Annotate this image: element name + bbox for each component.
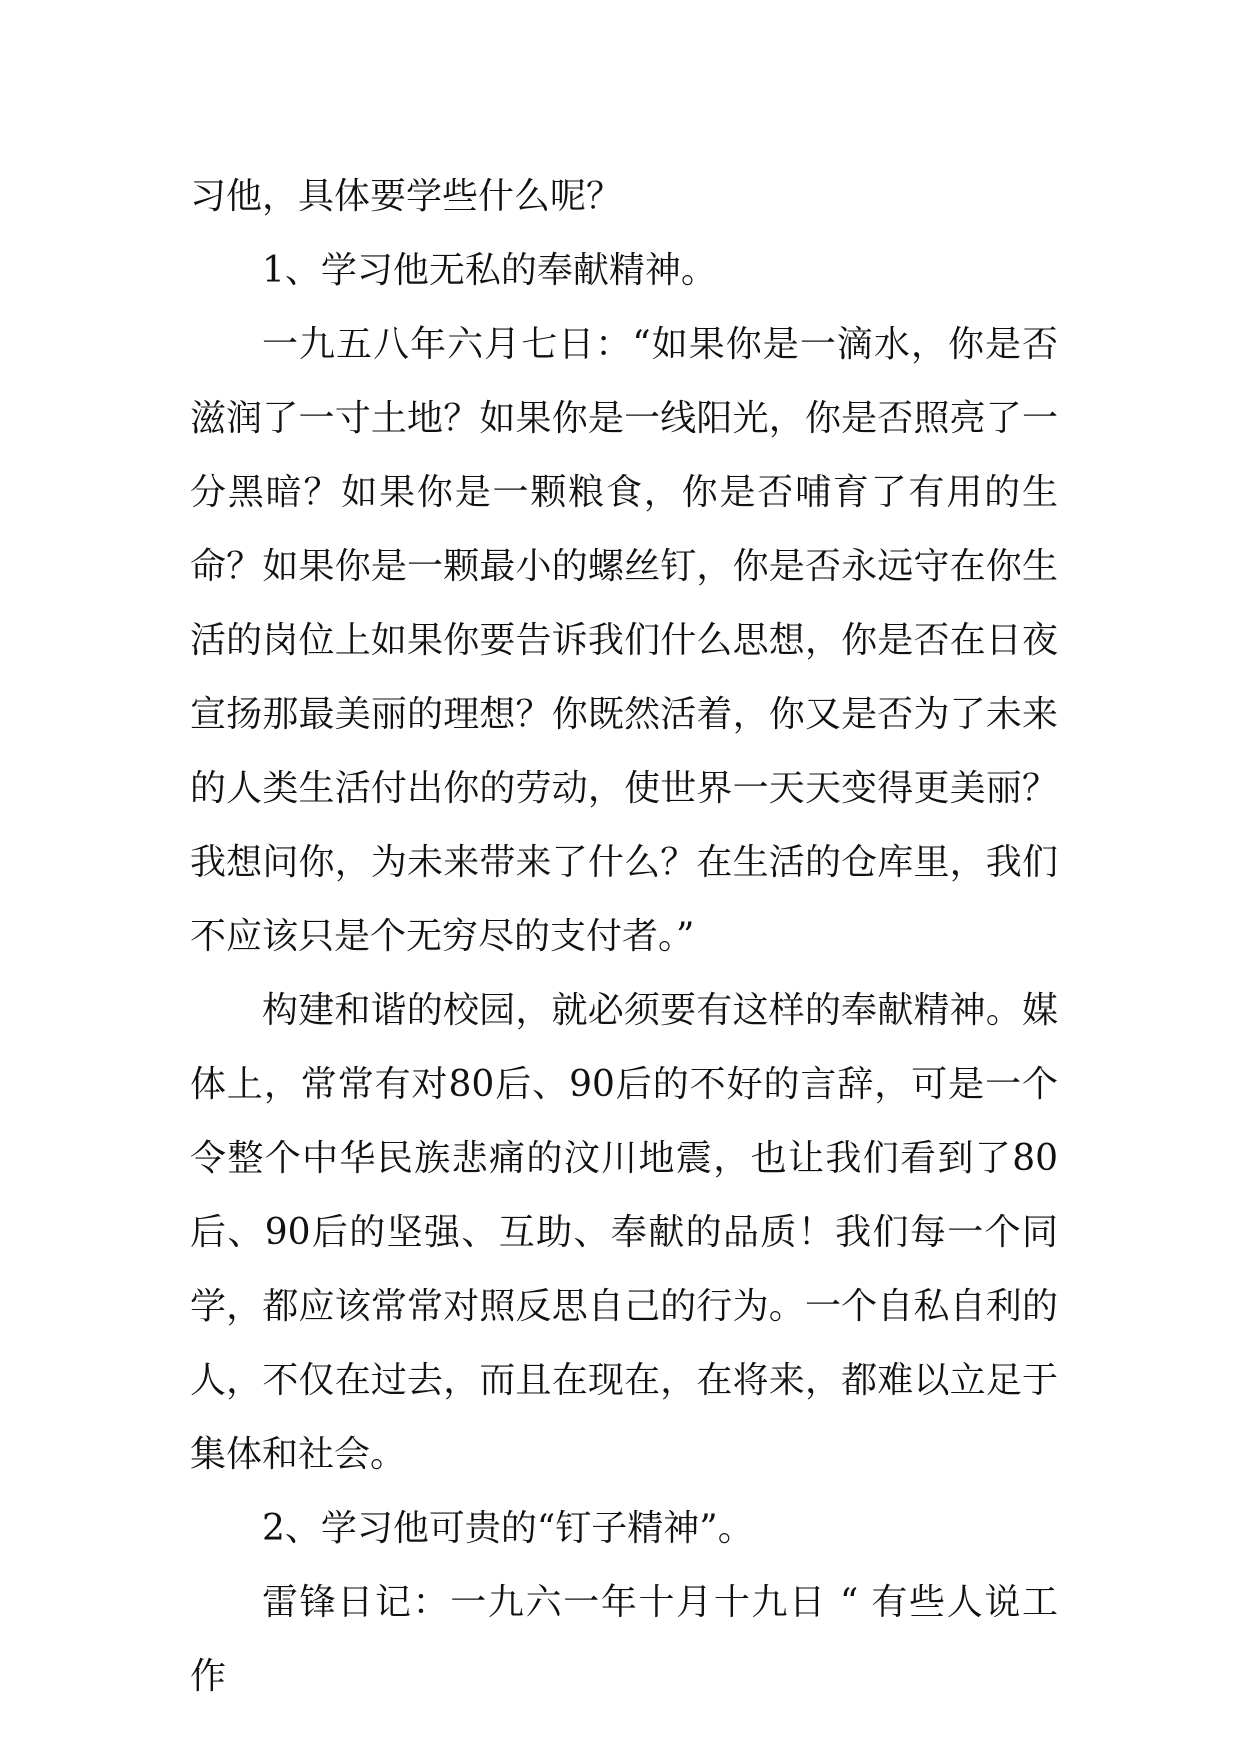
paragraph-campus-harmony: 构建和谐的校园，就必须要有这样的奉献精神。媒体上，常常有对80后、90后的不好的言辞，可是一个令整个中华民族悲痛的汶川地震，也让我们看到了80后、90后的坚强、互助、奉献的品质！我们每一个同学，都应该常常对照反思自己的行为。一个自私自利的人，不仅在过去，而且在现在，在将来，都难以立足于集体和社会。 [190,990,1058,1475]
paragraph-continuation: 习他，具体要学些什么呢？ [190,176,623,217]
paragraph-heading-1: 1、学习他无私的奉献精神。 [262,250,717,291]
body-text [190,160,1058,1714]
paragraph-diary-quote: 一九五八年六月七日：“如果你是一滴水，你是否滋润了一寸土地？如果你是一线阳光，你是否照亮了一分黑暗？如果你是一颗粮食，你是否哺育了有用的生命？如果你是一颗最小的螺丝钉，你是否永远守在你生活的岗位上如果你要告诉我们什么思想，你是否在日夜宣扬那最美丽的理想？你既然活着，你又是否为了未来的人类生活付出你的劳动，使世界一天天变得更美丽？我想问你，为未来带来了什么？在生活的仓库里，我们不应该只是个无穷尽的支付者。” [190,324,1058,957]
paragraph-diary-entry: 雷锋日记：一九六一年十月十九日 “ 有些人说工作 [190,1582,1058,1697]
paragraph-heading-2: 2、学习他可贵的“钉子精神”。 [262,1508,754,1549]
